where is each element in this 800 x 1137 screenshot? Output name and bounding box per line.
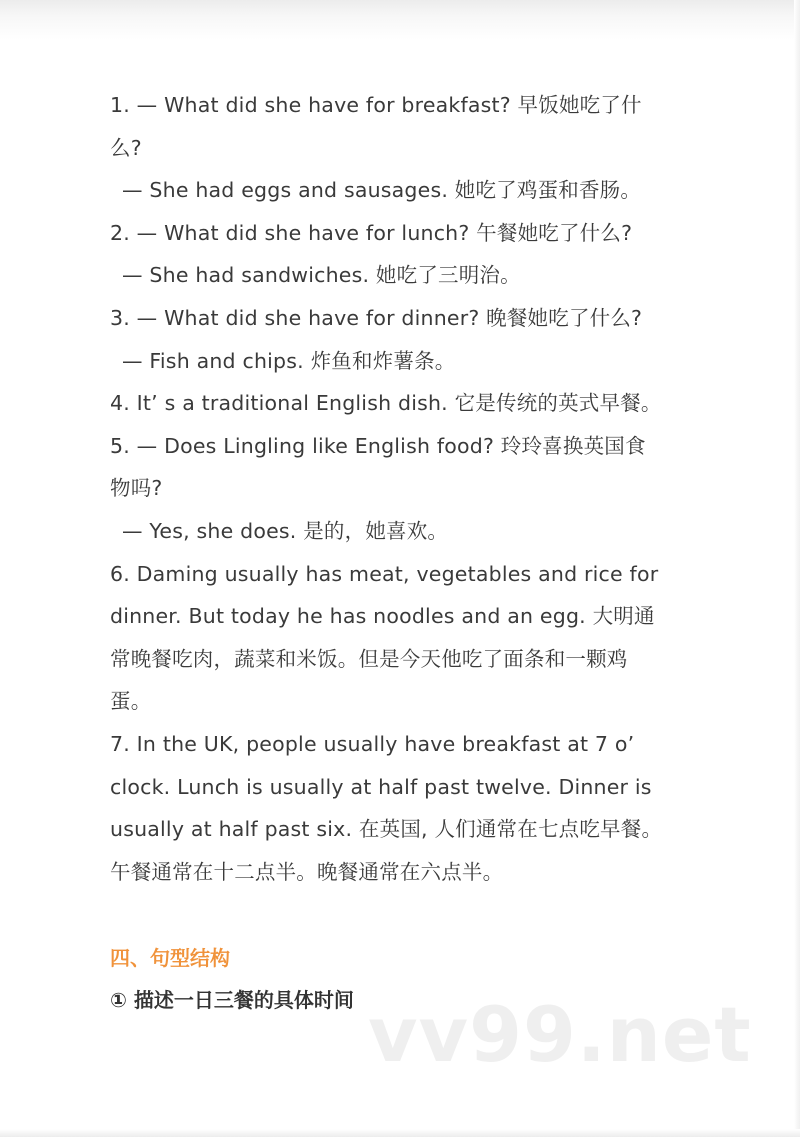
section-title: 四、句型结构 bbox=[110, 946, 230, 970]
page-bottom-edge bbox=[0, 1129, 800, 1137]
text-line: 5. — Does Lingling like English food? 玲玲喜换英国食 bbox=[110, 433, 646, 458]
page-right-edge bbox=[794, 0, 800, 1137]
text-line: 么? bbox=[110, 135, 142, 160]
text-line: — She had eggs and sausages. 她吃了鸡蛋和香肠。 bbox=[122, 178, 642, 203]
page-top-shadow bbox=[0, 0, 800, 40]
text-line: 午餐通常在十二点半。晚餐通常在六点半。 bbox=[110, 859, 504, 884]
text-line: 7. In the UK, people usually have breakfast at 7 o’ bbox=[110, 731, 635, 756]
text-line: 4. It’ s a traditional English dish. 它是传统的英式早餐。 bbox=[110, 391, 662, 416]
text-line: clock. Lunch is usually at half past twelve. Dinner is bbox=[110, 774, 652, 799]
text-line: — Fish and chips. 炸鱼和炸薯条。 bbox=[122, 348, 456, 373]
text-line: 常晚餐吃肉，蔬菜和米饭。但是今天他吃了面条和一颗鸡 bbox=[110, 646, 628, 671]
text-line: 物吗? bbox=[110, 476, 163, 501]
text-line: — Yes, she does. 是的，她喜欢。 bbox=[122, 518, 449, 543]
text-line: 3. — What did she have for dinner? 晚餐她吃了什么? bbox=[110, 305, 643, 330]
text-line: 蛋。 bbox=[110, 689, 152, 714]
text-line: 2. — What did she have for lunch? 午餐她吃了什么? bbox=[110, 220, 633, 245]
sub-title: ① 描述一日三餐的具体时间 bbox=[110, 988, 354, 1012]
text-line: 1. — What did she have for breakfast? 早饭她吃了什 bbox=[110, 93, 642, 117]
text-line: — She had sandwiches. 她吃了三明治。 bbox=[122, 263, 521, 288]
watermark-logo: vv99.net bbox=[368, 990, 752, 1079]
text-line: 6. Daming usually has meat, vegetables and rice for bbox=[110, 561, 659, 586]
document-body bbox=[110, 84, 690, 893]
text-line: dinner. But today he has noodles and an egg. 大明通 bbox=[110, 604, 655, 629]
text-line: usually at half past six. 在英国, 人们通常在七点吃早餐。 bbox=[110, 817, 663, 842]
